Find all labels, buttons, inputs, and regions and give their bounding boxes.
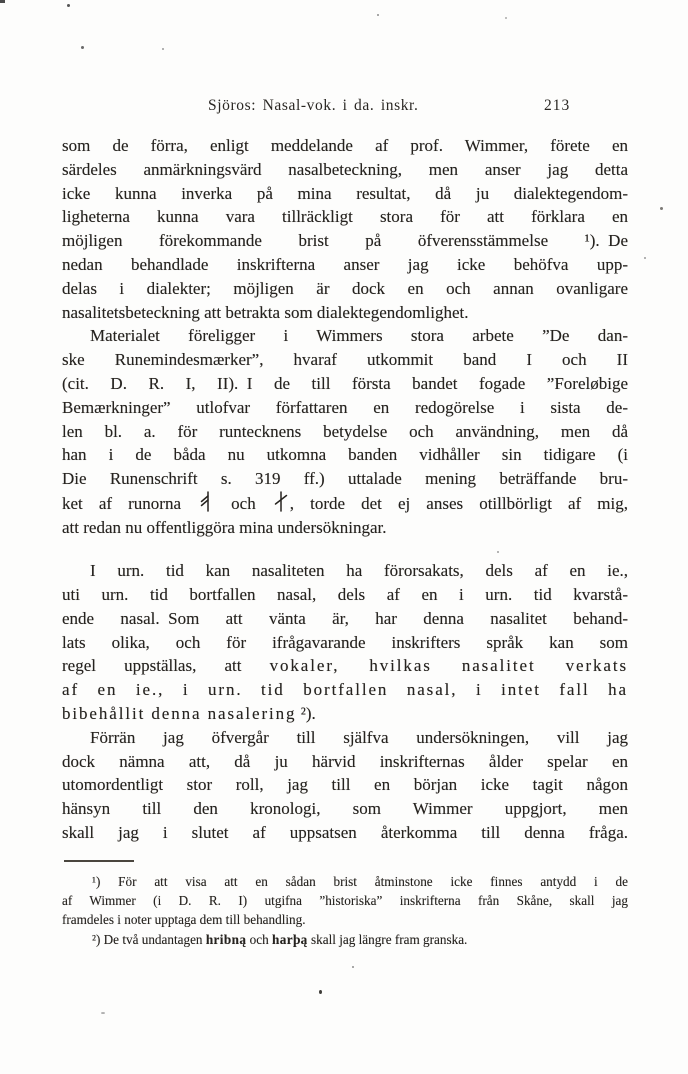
- text-line: len bl. a. för runtecknens betydelse och användning, men då: [62, 421, 628, 441]
- text-line-with-runes: [62, 491, 628, 516]
- text-line: [62, 678, 628, 702]
- text-segment: ket af runorna: [62, 493, 198, 513]
- text-segment: och: [246, 931, 272, 947]
- scan-speck: [505, 17, 507, 19]
- scan-speck: [644, 257, 646, 259]
- footnote-separator-rule: [64, 860, 134, 862]
- scan-speck: [319, 990, 322, 994]
- text-segment: regel uppställas, att: [62, 656, 270, 676]
- text-line: I urn. tid kan nasaliteten ha förorsakats, dels af en ie.,: [90, 561, 628, 581]
- footnote-line: framdeles i noter upptaga dem till behandling.: [62, 912, 306, 928]
- text-segment: skall jag längre fram granska.: [307, 931, 468, 947]
- text-line: Materialet föreligger i Wimmers stora arbete ”De dan-: [90, 326, 628, 346]
- text-line: delas i dialekter; möjligen är dock en och annan ovanligare: [62, 278, 628, 298]
- text-line: (cit. D. R. I, II). I de till första bandet fogade ”Foreløbige: [62, 373, 628, 393]
- scan-corner-mark: [0, 0, 5, 3]
- runic-transliteration-word: harþą: [271, 931, 308, 947]
- text-line: icke kunna inverka på mina resultat, då ju dialektegendom-: [62, 183, 628, 203]
- footnote-reference: ²).: [296, 703, 316, 723]
- scan-speck: [352, 966, 354, 968]
- text-line: Förrän jag öfvergår till själfva undersökningen, vill jag: [90, 727, 628, 747]
- running-header-title: Sjöros: Nasal-vok. i da. inskr.: [208, 97, 419, 114]
- text-line: [62, 654, 628, 678]
- footnote-1: [62, 872, 628, 930]
- scan-speck: [81, 46, 84, 49]
- text-line: ende nasal. Som att vänta är, har denna nasalitet behand-: [62, 608, 628, 628]
- footnote-line: [62, 930, 628, 949]
- text-line: möjligen förekommande brist på öfverensstämmelse ¹). De: [62, 231, 628, 251]
- page-body-text: [62, 134, 628, 845]
- text-segment: , torde det ej anses otillbörligt af mig,: [289, 493, 628, 513]
- text-line: särdeles anmärkningsvärd nasalbeteckning, men anser jag detta: [62, 159, 628, 179]
- text-line: som de förra, enligt meddelande af prof. Wimmer, förete en: [62, 136, 628, 155]
- nasal-o-rune-icon: [199, 491, 213, 512]
- paragraph-2: [62, 324, 628, 539]
- text-line: dock nämna att, då ju härvid inskrifternas ålder spelar en: [62, 751, 628, 771]
- paragraph-4: [62, 726, 628, 845]
- footnote-2: [62, 930, 628, 949]
- footnotes-section: [62, 872, 628, 949]
- text-line: lats olika, och för ifrågavarande inskrifters språk kan som: [62, 632, 628, 652]
- text-line: att redan nu offentliggöra mina undersökningar.: [62, 517, 387, 537]
- emphasized-text-segment: vokaler, hvilkas nasalitet verkats: [269, 656, 628, 676]
- text-line: nasalitetsbeteckning att betrakta som dialektegendomlighet.: [62, 302, 469, 322]
- scan-speck: [377, 14, 379, 16]
- paragraph-3: [62, 559, 628, 726]
- text-line: skall jag i slutet af uppsatsen återkomma till denna fråga.: [62, 822, 628, 842]
- text-segment: och: [215, 493, 272, 513]
- text-line: nedan behandlade inskrifterna anser jag icke behöfva upp-: [62, 254, 628, 274]
- scan-speck: [101, 1012, 105, 1014]
- footnote-line: ¹) För att visa att en sådan brist åtminstone icke finnes antydd i de: [92, 874, 628, 889]
- emphasized-text-segment: af en ie., i urn. tid bortfallen nasal, i intet fall ha: [62, 680, 628, 700]
- text-line: han i de båda nu utkomna banden vidhåller sin tidigare (i: [62, 445, 628, 465]
- text-line: Bemærkninger” utlofvar författaren en redogörelse i sista de-: [62, 397, 628, 417]
- page-number: 213: [544, 97, 571, 114]
- text-line: ske Runemindesmærker”, hvaraf utkommit band I och II: [62, 350, 628, 370]
- scan-speck: [162, 48, 164, 50]
- text-line: uti urn. tid bortfallen nasal, dels af en i urn. tid kvarstå-: [62, 584, 628, 604]
- short-twig-a-rune-icon: [274, 491, 288, 512]
- text-segment: ²) De två undantagen: [92, 931, 206, 947]
- paragraph-1: [62, 134, 628, 324]
- text-line: [62, 702, 628, 726]
- scan-speck: [660, 207, 663, 210]
- emphasized-text-segment: bibehållit denna nasalering: [62, 703, 297, 723]
- text-line: Die Runenschrift s. 319 ff.) uttalade mening beträffande bru-: [62, 469, 628, 489]
- footnote-line: af Wimmer (i D. R. I) utgifna ”historiska” inskrifterna från Skåne, skall jag: [62, 893, 628, 909]
- runic-transliteration-word: hribną: [205, 931, 247, 947]
- scan-speck: [67, 4, 70, 7]
- text-line: ligheterna kunna vara tillräckligt stora för att förklara en: [62, 207, 628, 227]
- text-line: hänsyn till den kronologi, som Wimmer uppgjort, men: [62, 799, 628, 819]
- text-line: utomordentligt stor roll, jag till en början icke tagit någon: [62, 775, 628, 795]
